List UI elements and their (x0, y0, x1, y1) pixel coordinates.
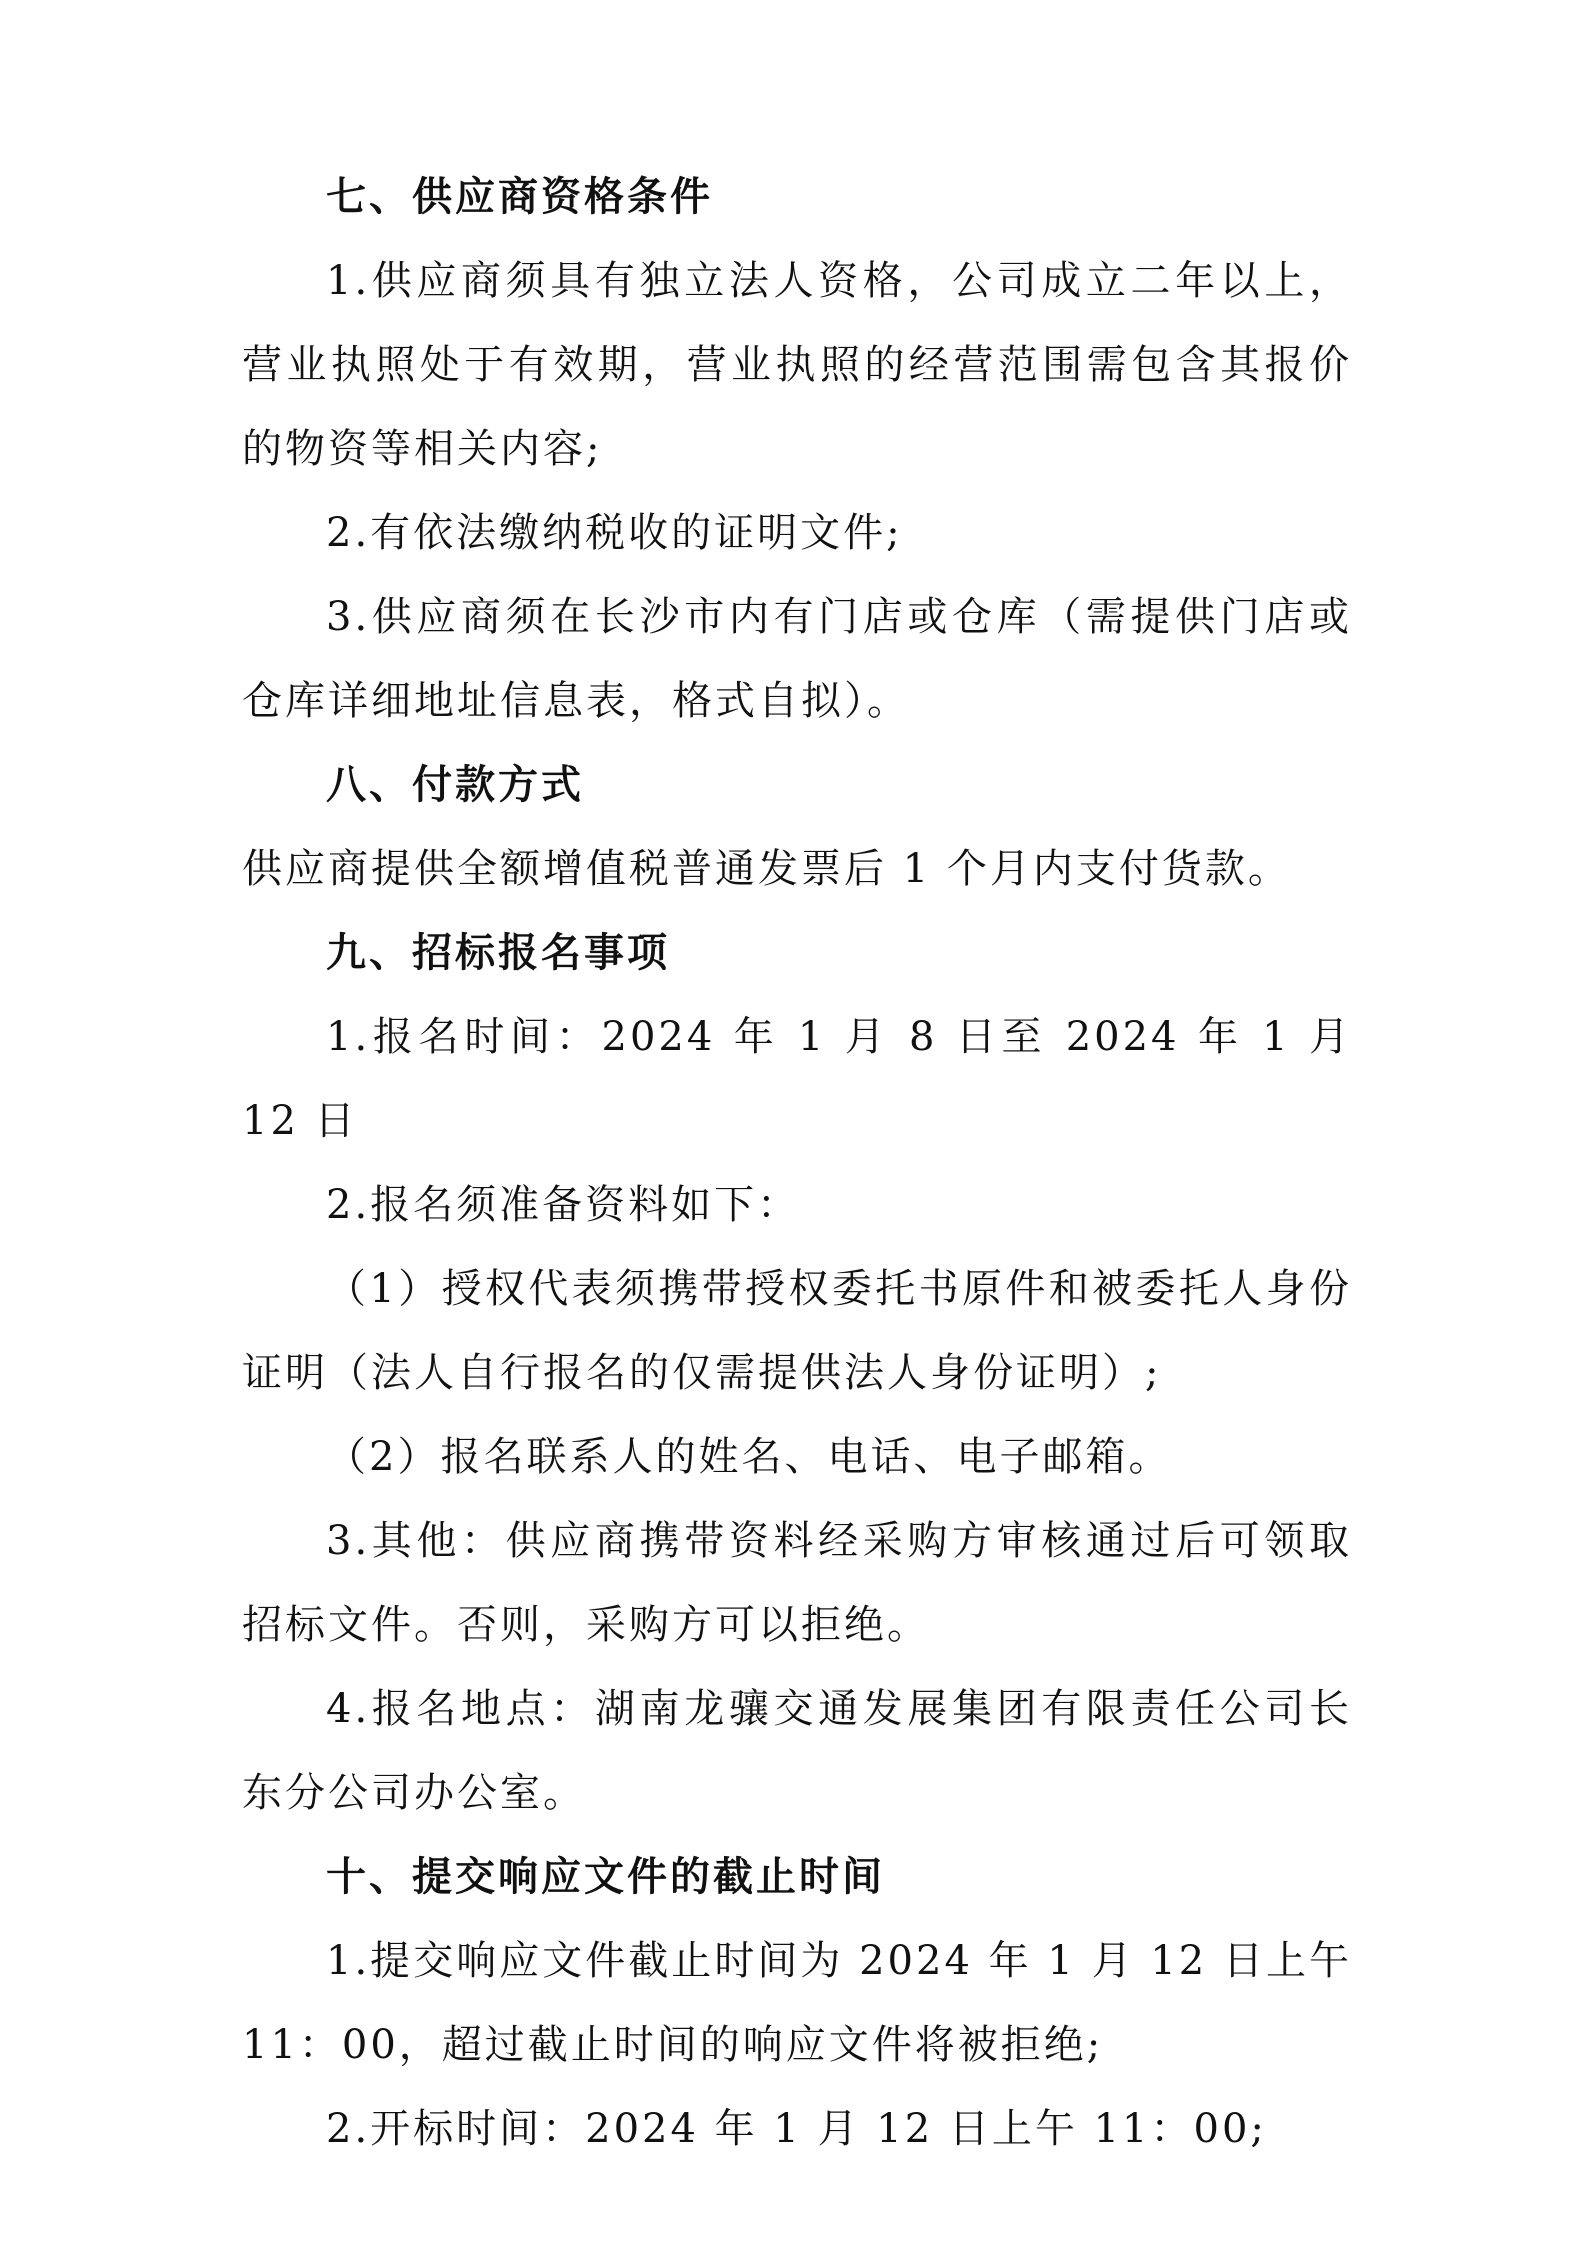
document-body (242, 155, 1352, 2171)
paragraph: 2.开标时间：2024 年 1 月 12 日上午 11：00; (326, 2106, 1267, 2152)
paragraph: 1.报名时间：2024 年 1 月 8 日至 2024 年 1 月 12 日 (242, 1014, 1352, 1144)
section-heading: 十、提交响应文件的截止时间 (326, 1854, 885, 1900)
paragraph: 4.报名地点：湖南龙骧交通发展集团有限责任公司长东分公司办公室。 (242, 1686, 1352, 1816)
section-heading: 九、招标报名事项 (326, 930, 670, 976)
paragraph: 1.供应商须具有独立法人资格，公司成立二年以上，营业执照处于有效期，营业执照的经营范围需包含其报价的物资等相关内容; (242, 258, 1352, 472)
section-heading: 八、付款方式 (326, 762, 584, 808)
paragraph: 3.其他：供应商携带资料经采购方审核通过后可领取招标文件。否则，采购方可以拒绝。 (242, 1518, 1352, 1648)
paragraph: 2.有依法缴纳税收的证明文件; (326, 510, 903, 556)
paragraph: 3.供应商须在长沙市内有门店或仓库（需提供门店或仓库详细地址信息表，格式自拟）。 (242, 594, 1352, 724)
paragraph: 1.提交响应文件截止时间为 2024 年 1 月 12 日上午 11：00，超过截止时间的响应文件将被拒绝; (242, 1938, 1352, 2068)
paragraph: （1）授权代表须携带授权委托书原件和被委托人身份证明（法人自行报名的仅需提供法人身份证明）; (242, 1266, 1352, 1396)
paragraph: 2.报名须准备资料如下： (326, 1182, 801, 1228)
paragraph: 供应商提供全额增值税普通发票后 1 个月内支付货款。 (242, 846, 1291, 892)
section-heading: 七、供应商资格条件 (326, 174, 713, 220)
paragraph: （2）报名联系人的姓名、电话、电子邮箱。 (326, 1434, 1172, 1480)
